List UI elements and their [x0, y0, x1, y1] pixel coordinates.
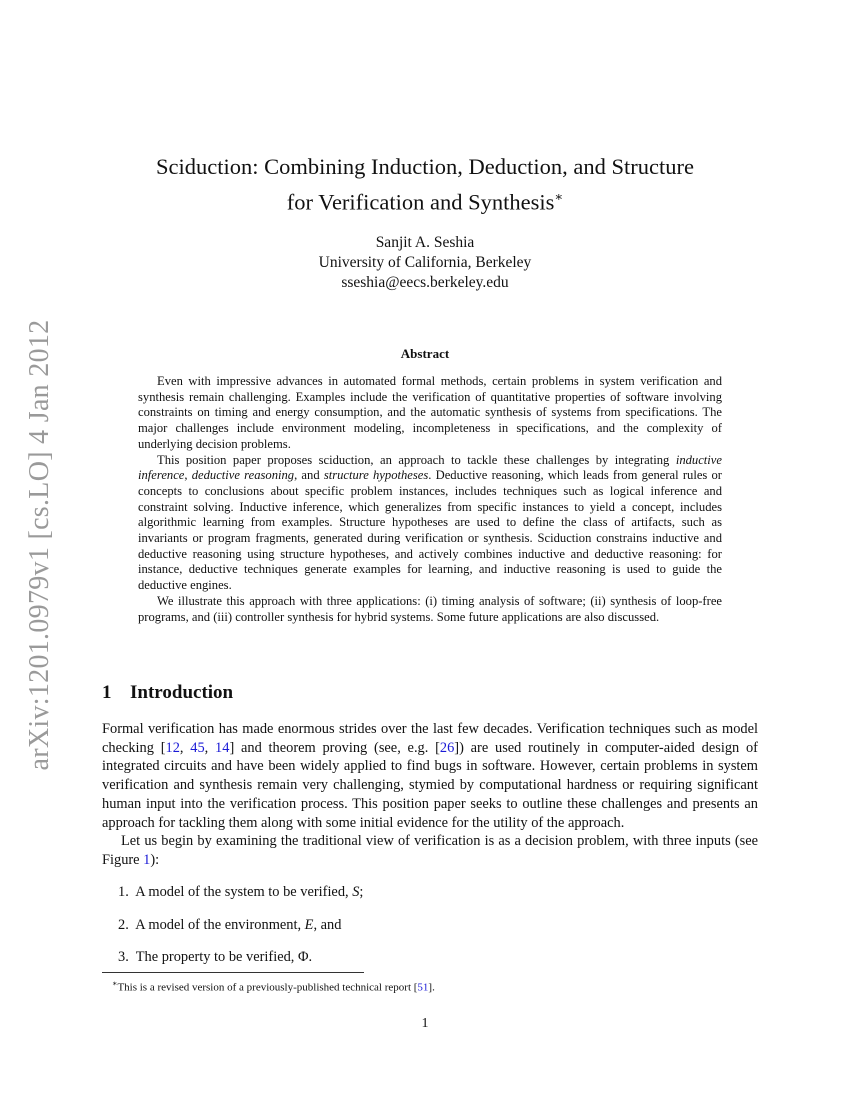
footnote [112, 977, 435, 995]
abstract-p2-text-c: , and [294, 468, 324, 483]
math-symbol-e: E [304, 917, 314, 933]
intro-paragraph-1 [102, 720, 758, 832]
intro-p1-text-a: Formal verification has made enormous strides over the last few decades. Verification techniques such as model checking [ [102, 721, 758, 756]
citation-link[interactable]: 26 [439, 739, 455, 756]
citation-separator: , [179, 739, 191, 756]
author-email[interactable]: sseshia@eecs.berkeley.edu [341, 274, 509, 291]
introduction-body [102, 720, 758, 870]
citation-separator: , [204, 739, 216, 756]
abstract-paragraph-2 [138, 453, 722, 594]
arxiv-sidebar [20, 310, 60, 780]
section-title: Introduction [130, 682, 234, 703]
citation-link[interactable]: 45 [190, 739, 205, 756]
list-item-end: . [308, 949, 313, 965]
list-item [118, 916, 341, 934]
citation-link[interactable]: 51 [417, 981, 429, 994]
author-block [0, 233, 850, 293]
list-item-number: 3. [118, 949, 129, 965]
citation-link[interactable]: 14 [215, 739, 230, 756]
paper-title [0, 152, 850, 218]
citation-link[interactable]: 12 [165, 739, 180, 756]
list-item [118, 948, 312, 966]
footnote-text: This is a revised version of a previously-published technical report [ [117, 981, 418, 994]
title-line-1: Sciduction: Combining Induction, Deduction, and Structure [155, 154, 695, 179]
title-line-2-text: for Verification and Synthesis [286, 189, 555, 215]
list-item-number: 1. [118, 884, 129, 900]
list-item-text: The property to be verified, [135, 949, 298, 965]
footnote-end: ]. [428, 981, 435, 994]
list-item-end: ; [359, 884, 364, 900]
figure-reference-link[interactable]: 1 [143, 851, 151, 868]
abstract-p2-text-b: , [184, 468, 192, 483]
math-symbol-s: S [352, 884, 360, 900]
term-inductive-inference: inductive inference [138, 452, 722, 483]
abstract-p2-text-d: . Deductive reasoning, which leads from general rules or concepts to conclusions about specific problem instances, includes techniques such as logical inference and constraint solving. Inductive inference, which generalizes from specific instances to yield a concept, includes algorithmic learning from examples. Structure hypotheses are used to define the class of artifacts, such as invariants or program fragments, generated during verification or synthesis. Sciduction constrains inductive and deductive reasoning using structure hypotheses, and actively combines inductive and deductive reasoning: for instance, deductive techniques generate examples for learning, and inductive reasoning is used to guide the deductive engines. [138, 468, 722, 593]
page-number: 1 [421, 1016, 429, 1031]
intro-paragraph-2 [102, 832, 758, 869]
abstract-heading: Abstract [400, 346, 450, 361]
intro-p1-text-c: ]) are used routinely in computer-aided design of integrated circuits and have been widely applied to find bugs in software. However, certain problems in system verification and synthesis remain very challenging, stymied by computational hardness or requiring significant human input into the verification process. This position paper seeks to outline these challenges and presents an approach for tackling them along with some initial evidence for the utility of the approach. [102, 739, 758, 831]
list-item-end: , and [313, 917, 342, 933]
intro-p2-text-b: ): [150, 851, 160, 868]
intro-p2-text-a: Let us begin by examining the traditional view of verification is as a decision problem, with three inputs (see Figure [102, 833, 758, 868]
list-item [118, 883, 363, 901]
author-affiliation: University of California, Berkeley [318, 254, 532, 271]
abstract-paragraph-1: Even with impressive advances in automated formal methods, certain problems in system verification and synthesis remain challenging. Examples include the verification of quantitative properties of software involving constraints on timing and energy consumption, and the automatic synthesis of systems from specifications. The major challenges include environment modeling, incompleteness in specifications, and the complexity of underlying decision problems. [138, 374, 722, 451]
footnote-divider [102, 972, 364, 973]
list-item-text: A model of the environment, [135, 917, 305, 933]
term-deductive-reasoning: deductive reasoning [191, 468, 295, 483]
author-name: Sanjit A. Seshia [375, 234, 475, 251]
abstract-p2-text-a: This position paper proposes sciduction, an approach to tackle these challenges by integrating [157, 452, 676, 467]
arxiv-identifier: arXiv:1201.0979v1 [cs.LO] 4 Jan 2012 [24, 319, 55, 771]
section-heading-introduction [102, 682, 233, 704]
title-line-2 [0, 182, 850, 218]
intro-p1-text-b: ] and theorem proving (see, e.g. [ [229, 739, 440, 756]
section-number: 1 [102, 682, 112, 703]
title-footnote-mark[interactable]: ∗ [554, 189, 564, 204]
list-item-text: A model of the system to be verified, [135, 884, 353, 900]
list-item-number: 2. [118, 917, 129, 933]
term-structure-hypotheses: structure hypotheses [323, 468, 429, 483]
abstract-paragraph-3: We illustrate this approach with three applications: (i) timing analysis of software; (ii) synthesis of loop-free programs, and (iii) controller synthesis for hybrid systems. Some future applications are also discussed. [138, 593, 722, 624]
abstract-body [138, 374, 722, 625]
footnote-mark: ∗ [112, 979, 118, 988]
math-symbol-phi: Φ [297, 949, 309, 965]
